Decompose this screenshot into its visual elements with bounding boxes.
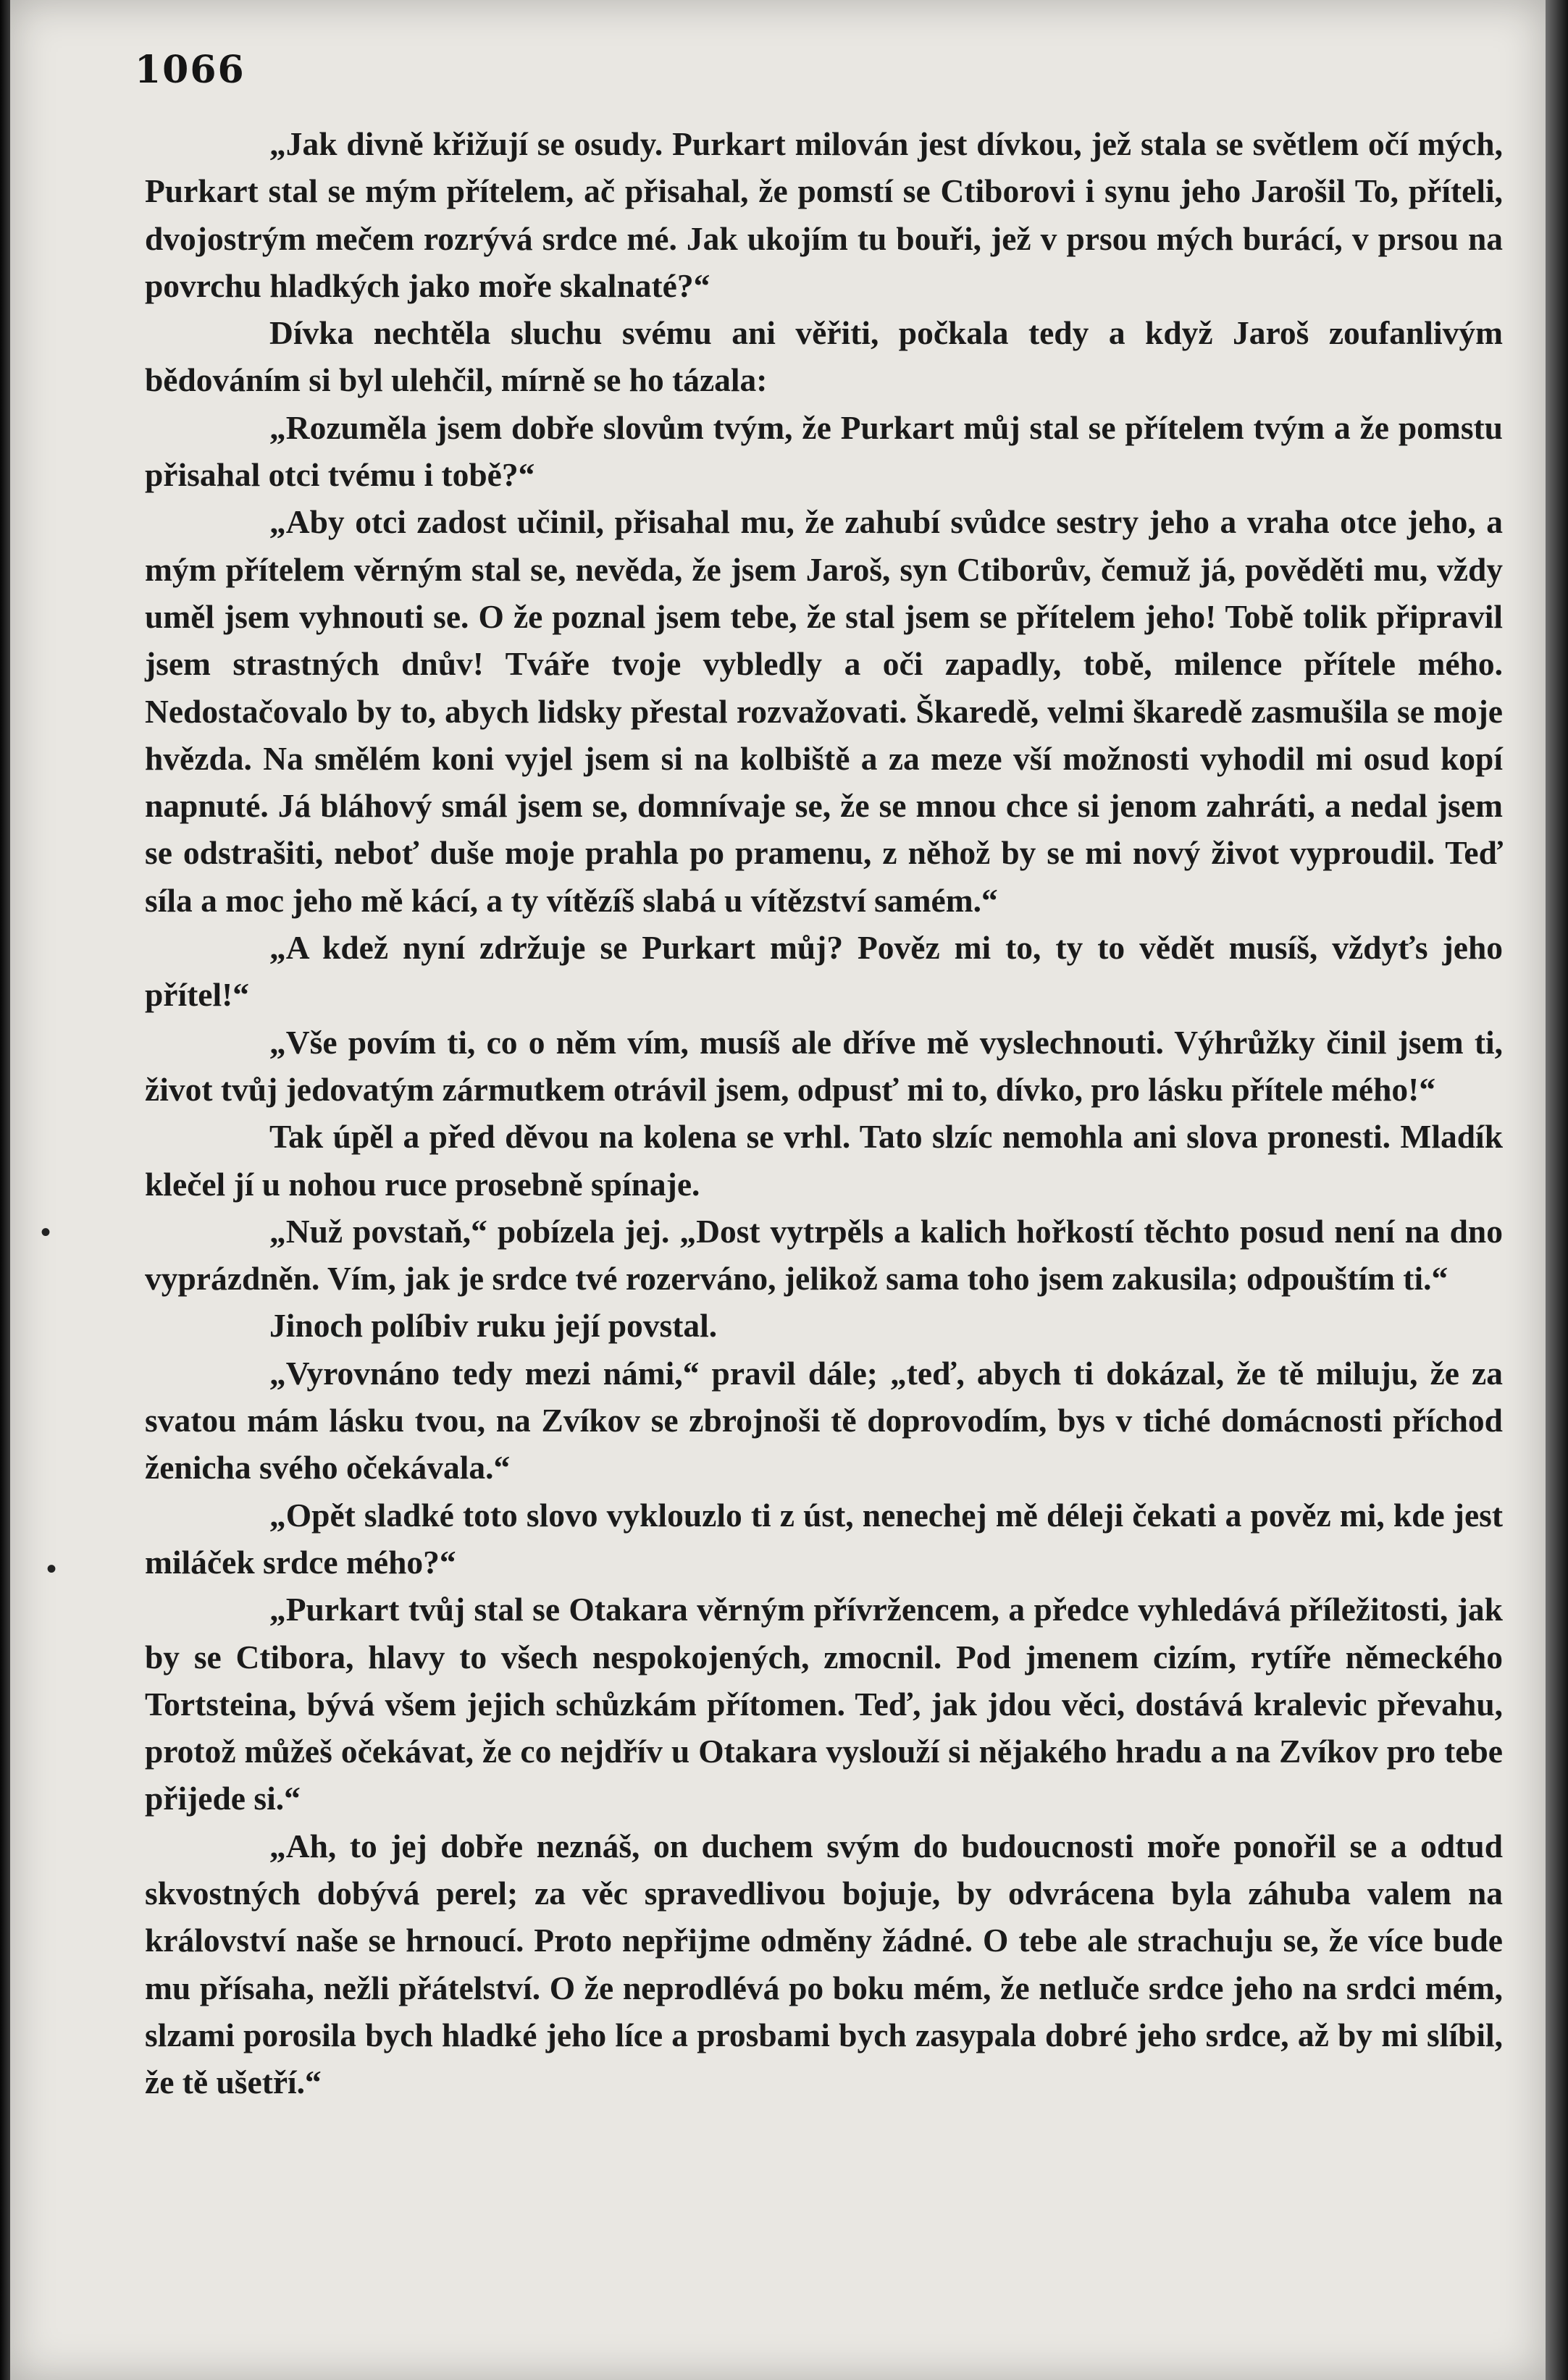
body-text xyxy=(145,120,1503,2106)
paragraph: „Jak divně křižují se osudy. Purkart milován jest dívkou, jež stala se světlem očí mých, Purkart stal se mým přítelem, ač přisahal, že pomstí se Ctiborovi i synu jeho Jarošil To, příteli, dvojostrým mečem rozrývá srdce mé. Jak ukojím tu bouři, jež v prsou mých burácí, v prsou na povrchu hladkých jako moře skalnaté?“ xyxy=(145,125,1503,304)
paragraph: „Ah, to jej dobře neznáš, on duchem svým do budoucnosti moře ponořil se a odtud skvostných dobývá perel; za věc spravedlivou bojuje, by odvrácena byla záhuba valem na království naše se hrnoucí. Proto nepřijme odměny žádné. O tebe ale strachuju se, že více bude mu přísaha, nežli přátelství. O že neprodlévá po boku mém, že netluče srdce jeho na srdci mém, slzami porosila bych hladké jeho líce a prosbami bych zasypala dobré jeho srdce, až by mi slíbil, že tě ušetří.“ xyxy=(145,1827,1503,2101)
paragraph: „A kdež nyní zdržuje se Purkart můj? Pověz mi to, ty to vědět musíš, vždyťs jeho přítel!“ xyxy=(145,929,1503,1014)
paragraph: „Vyrovnáno tedy mezi námi,“ pravil dále; „teď, abych ti dokázal, že tě miluju, že za svatou mám lásku tvou, na Zvíkov se zbrojnoši tě doprovodím, bys v tiché domácnosti příchod ženicha svého očekávala.“ xyxy=(145,1354,1503,1487)
book-page xyxy=(10,0,1546,2380)
paragraph: „Opět sladké toto slovo vyklouzlo ti z úst, nenechej mě déleji čekati a pověz mi, kde jest miláček srdce mého?“ xyxy=(145,1496,1503,1581)
paragraph: Tak úpěl a před děvou na kolena se vrhl. Tato slzíc nemohla ani slova pronesti. Mladík klečel jí u nohou ruce prosebně spínaje. xyxy=(145,1118,1503,1203)
margin-mark: • xyxy=(41,1216,51,1248)
paragraph: „Nuž povstaň,“ pobízela jej. „Dost vytrpěls a kalich hořkostí těchto posud není na dno vyprázdněn. Vím, jak je srdce tvé rozerváno, jelikož sama toho jsem zakusila; odpouštím ti.“ xyxy=(145,1212,1503,1298)
paragraph: Dívka nechtěla sluchu svému ani věřiti, počkala tedy a když Jaroš zoufanlivým bědováním si byl ulehčil, mírně se ho tázala: xyxy=(145,314,1503,399)
paragraph: „Vše povím ti, co o něm vím, musíš ale dříve mě vyslechnouti. Výhrůžky činil jsem ti, život tvůj jedovatým zármutkem otrávil jsem, odpusť mi to, dívko, pro lásku přítele mého!“ xyxy=(145,1023,1503,1108)
paragraph: Jinoch políbiv ruku její povstal. xyxy=(269,1307,718,1345)
scan-left-edge xyxy=(0,0,10,2380)
paragraph: „Aby otci zadost učinil, přisahal mu, že zahubí svůdce sestry jeho a vraha otce jeho, a mým přítelem věrným stal se, nevěda, že jsem Jaroš, syn Ctiborův, čemuž já, pověděti mu, vždy uměl jsem vyhnouti se. O že poznal jsem tebe, že stal jsem se přítelem jeho! Tobě tolik připravil jsem strastných dnův! Tváře tvoje vybledly a oči zapadly, tobě, milence přítele mého. Nedostačovalo by to, abych lidsky přestal rozvažovati. Škaredě, velmi škaredě zasmušila se moje hvězda. Na smělém koni vyjel jsem si na kolbiště a za meze vší možnosti vyhodil mi osud kopí napnuté. Já bláhový smál jsem se, domnívaje se, že se mnou chce si jenom zahráti, a nedal jsem se odstrašiti, neboť duše moje prahla po pramenu, z něhož by se mi nový život vyproudil. Teď síla a moc jeho mě kácí, a ty vítězíš slabá u vítězství samém.“ xyxy=(145,503,1503,919)
paragraph: „Purkart tvůj stal se Otakara věrným přívržencem, a předce vyhledává příležitosti, jak by se Ctibora, hlavy to všech nespokojených, zmocnil. Pod jmenem cizím, rytíře německého Tortsteina, bývá všem jejich schůzkám přítomen. Teď, jak jdou věci, dostává kralevic převahu, protož můžeš očekávat, že co nejdřív u Otakara vyslouží si nějakého hradu a na Zvíkov pro tebe přijede si.“ xyxy=(145,1591,1503,1817)
scan-right-edge xyxy=(1546,0,1568,2380)
page-number: 1066 xyxy=(135,48,246,92)
paragraph: „Rozuměla jsem dobře slovům tvým, že Purkart můj stal se přítelem tvým a že pomstu přisahal otci tvému i tobě?“ xyxy=(145,408,1503,494)
margin-mark: • xyxy=(46,1553,57,1585)
